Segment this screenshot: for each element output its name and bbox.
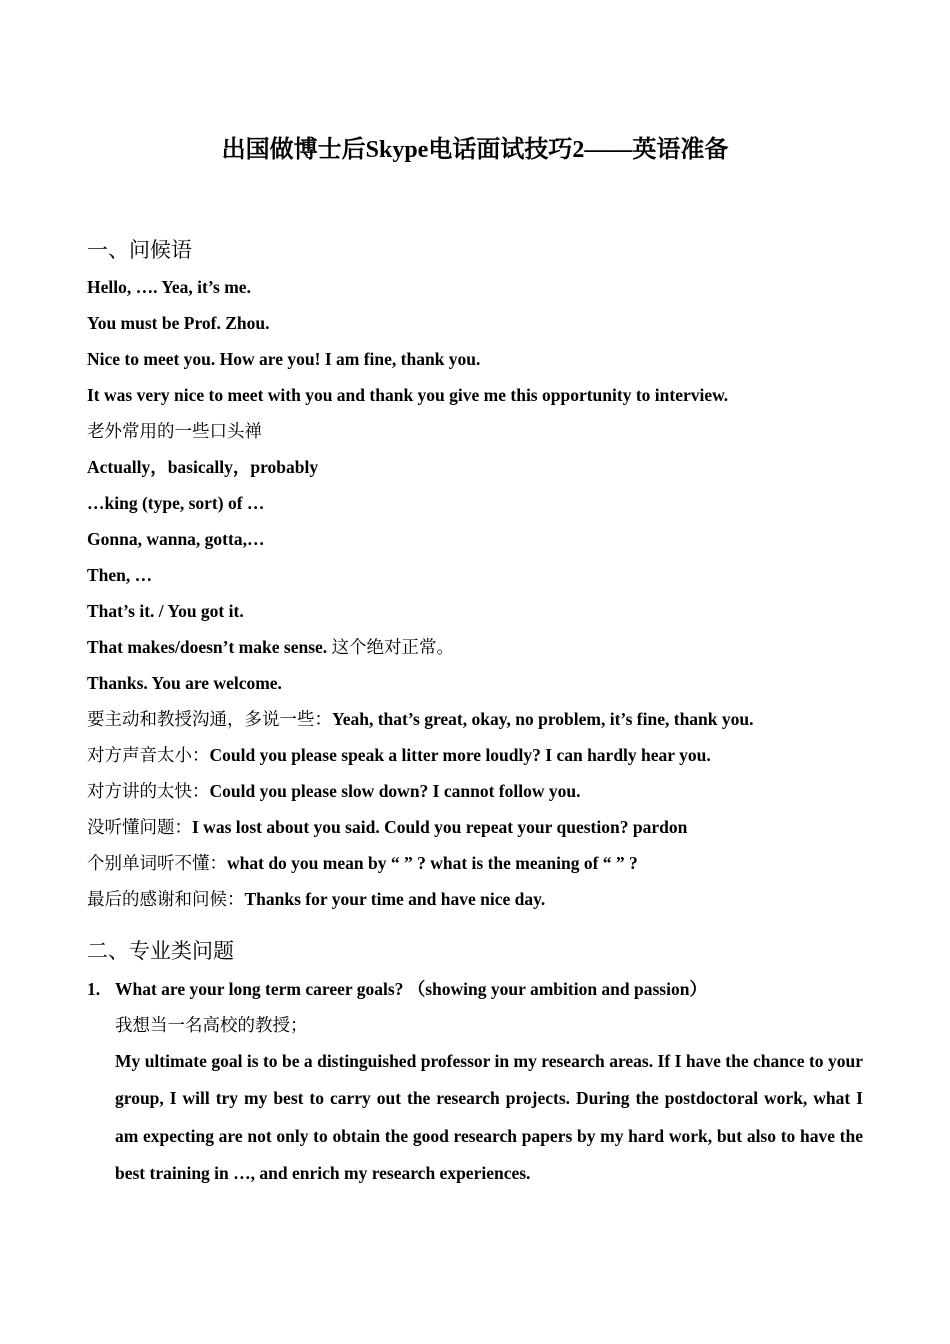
phrase-line: 老外常用的一些口头禅 — [87, 421, 262, 441]
phrase-line: 个别单词听不懂：what do you mean by “ ” ? what is the meaning of “ ” ? — [87, 853, 638, 873]
phrase-line: …king (type, sort) of … — [87, 493, 265, 513]
phrase-line: 最后的感谢和问候：Thanks for your time and have nice day. — [87, 889, 546, 909]
phrase-line: That makes/doesn’t make sense. 这个绝对正常。 — [87, 637, 455, 657]
phrase-line: Actually，basically，probably — [87, 457, 319, 477]
question-number: 1. — [87, 979, 101, 999]
phrase-line: 对方声音太小：Could you please speak a litter more loudly? I can hardly hear you. — [87, 745, 711, 765]
answer-english-paragraph: My ultimate goal is to be a distinguished professor in my research areas. If I have the chance to your group, I will try my best to carry out the research projects. During the postdoctoral work, what I am expecting are not only to obtain the good research papers by my hard work, but also to have the best training in …, and enrich my research experiences. — [115, 1051, 863, 1183]
question-item — [87, 972, 867, 1006]
phrase-line: Gonna, wanna, gotta,… — [87, 529, 265, 549]
answer-chinese: 我想当一名高校的教授； — [115, 1015, 308, 1035]
phrase-line: You must be Prof. Zhou. — [87, 313, 270, 333]
phrase-line: That’s it. / You got it. — [87, 601, 244, 621]
phrase-line: 对方讲的太快：Could you please slow down? I cannot follow you. — [87, 781, 581, 801]
phrase-line: Nice to meet you. How are you! I am fine, thank you. — [87, 349, 481, 369]
phrase-line: Then, … — [87, 565, 153, 585]
phrase-line: 要主动和教授沟通，多说一些：Yeah, that’s great, okay, no problem, it’s fine, thank you. — [87, 709, 754, 729]
section-heading-greetings: 一、问候语 — [87, 238, 192, 262]
section-heading-professional: 二、专业类问题 — [87, 939, 234, 963]
question-text: What are your long term career goals? （showing your ambition and passion） — [115, 979, 707, 999]
document-title: 出国做博士后Skype电话面试技巧2——英语准备 — [221, 137, 729, 163]
phrase-line: Thanks. You are welcome. — [87, 673, 282, 693]
phrase-line: Hello, …. Yea, it’s me. — [87, 277, 251, 297]
phrase-line: It was very nice to meet with you and thank you give me this opportunity to interview. — [87, 385, 729, 405]
phrase-line: 没听懂问题：I was lost about you said. Could you repeat your question? pardon — [87, 817, 688, 837]
greeting-phrases-list — [87, 270, 867, 918]
